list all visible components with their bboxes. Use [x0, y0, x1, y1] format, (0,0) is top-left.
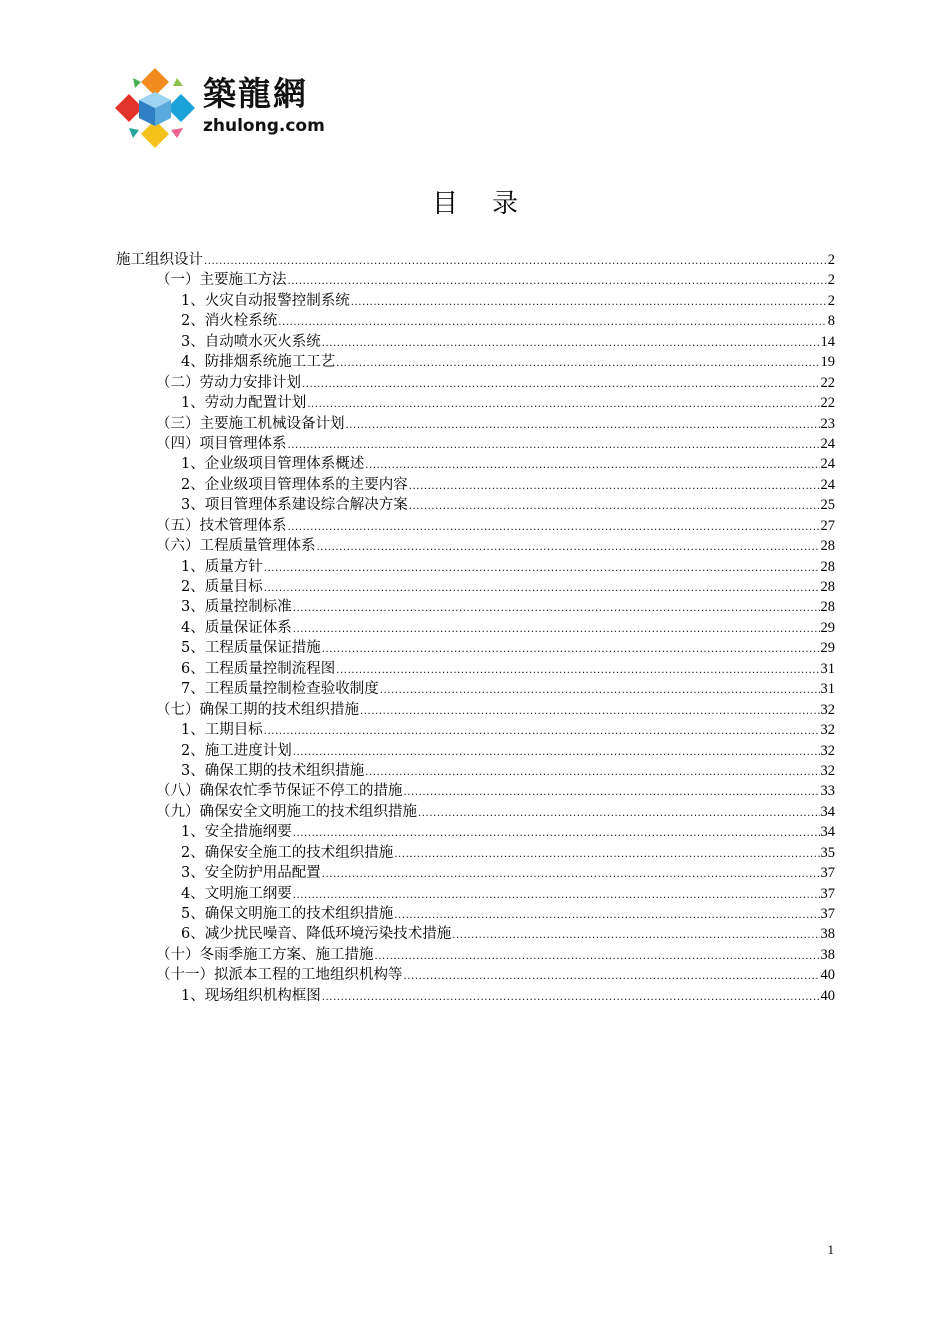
toc-entry-label: 5、工程质量保证措施 — [181, 640, 321, 657]
page-number: 1 — [827, 1242, 834, 1257]
table-of-contents — [116, 250, 835, 1006]
toc-entry-page: 2 — [827, 252, 835, 268]
toc-entry-label: （十一）拟派本工程的工地组织机构等 — [156, 967, 403, 984]
toc-entry-page: 35 — [820, 844, 835, 861]
toc-entry-label: 3、自动喷水灭火系统 — [181, 333, 321, 350]
toc-entry-page: 38 — [820, 946, 835, 963]
toc-entry-page: 37 — [820, 885, 835, 902]
logo-domain: zhulong.com — [203, 116, 325, 136]
toc-entry-label: （六）工程质量管理体系 — [156, 538, 316, 555]
toc-entry-page: 37 — [820, 865, 835, 882]
toc-entry-page: 24 — [820, 456, 835, 473]
toc-entry-page: 23 — [820, 415, 835, 432]
toc-entry[interactable] — [116, 741, 835, 761]
toc-entry-label: 2、施工进度计划 — [181, 742, 292, 759]
toc-entry-page: 24 — [820, 476, 835, 493]
toc-entry-page: 28 — [820, 579, 835, 595]
toc-entry-label: 6、工程质量控制流程图 — [181, 660, 336, 677]
toc-dot-leader — [409, 497, 820, 517]
toc-dot-leader — [394, 906, 819, 926]
toc-entry-page: 2 — [827, 272, 835, 289]
toc-entry-page: 24 — [820, 435, 835, 452]
toc-entry-page: 34 — [820, 824, 835, 841]
toc-entry[interactable] — [116, 414, 835, 434]
toc-entry[interactable] — [116, 434, 835, 454]
toc-dot-leader — [360, 702, 820, 722]
toc-entry[interactable] — [116, 557, 835, 577]
toc-entry[interactable] — [116, 659, 835, 679]
toc-dot-leader — [264, 559, 820, 579]
toc-entry-label: 1、火灾自动报警控制系统 — [181, 292, 350, 309]
toc-dot-leader — [380, 681, 820, 701]
toc-entry-label: 4、文明施工纲要 — [181, 885, 292, 902]
toc-entry-page: 22 — [820, 374, 835, 391]
toc-entry-label: （十）冬雨季施工方案、施工措施 — [156, 946, 374, 963]
toc-entry-page: 31 — [820, 660, 835, 677]
toc-entry[interactable] — [116, 250, 835, 270]
toc-entry-page: 29 — [820, 640, 835, 657]
toc-entry[interactable] — [116, 679, 835, 699]
toc-entry[interactable] — [116, 822, 835, 842]
toc-dot-leader — [288, 272, 827, 292]
toc-dot-leader — [404, 967, 820, 987]
logo-name-cn: 築龍網 — [203, 74, 308, 113]
toc-entry[interactable] — [116, 781, 835, 801]
toc-entry-label: （七）确保工期的技术组织措施 — [156, 701, 359, 718]
toc-dot-leader — [264, 579, 820, 599]
toc-entry-label: （八）确保农忙季节保证不停工的措施 — [156, 783, 403, 800]
toc-entry[interactable] — [116, 945, 835, 965]
toc-entry-page: 40 — [820, 967, 835, 984]
toc-entry-page: 32 — [820, 762, 835, 779]
toc-dot-leader — [293, 743, 820, 763]
toc-entry[interactable] — [116, 291, 835, 311]
toc-entry-page: 32 — [820, 742, 835, 759]
toc-entry-page: 38 — [820, 926, 835, 943]
toc-dot-leader — [452, 926, 819, 946]
toc-entry-label: 1、企业级项目管理体系概述 — [181, 456, 365, 473]
toc-entry[interactable] — [116, 924, 835, 944]
toc-dot-leader — [293, 886, 820, 906]
toc-dot-leader — [322, 865, 820, 885]
toc-dot-leader — [288, 518, 820, 538]
toc-dot-leader — [293, 599, 820, 619]
toc-entry[interactable] — [116, 986, 835, 1006]
toc-entry-page: 19 — [820, 354, 835, 371]
toc-dot-leader — [365, 456, 819, 476]
toc-entry-page: 29 — [820, 619, 835, 636]
toc-entry-page: 32 — [820, 722, 835, 739]
toc-dot-leader — [336, 661, 819, 681]
toc-entry-label: 2、确保安全施工的技术组织措施 — [181, 844, 394, 861]
toc-entry-page: 28 — [820, 538, 835, 555]
toc-entry[interactable] — [116, 720, 835, 740]
toc-entry-page: 34 — [820, 803, 835, 820]
toc-entry[interactable] — [116, 965, 835, 985]
toc-dot-leader — [317, 538, 820, 558]
toc-entry-label: （九）确保安全文明施工的技术组织措施 — [156, 803, 417, 820]
toc-entry[interactable] — [116, 352, 835, 372]
toc-entry-label: 2、质量目标 — [181, 579, 263, 595]
toc-entry-page: 14 — [820, 333, 835, 350]
toc-entry-page: 31 — [820, 681, 835, 698]
toc-dot-leader — [336, 354, 819, 374]
toc-entry[interactable] — [116, 802, 835, 822]
toc-dot-leader — [302, 375, 820, 395]
toc-entry-label: 2、消火栓系统 — [181, 313, 278, 330]
toc-entry-page: 40 — [820, 987, 835, 1004]
toc-entry-label: 7、工程质量控制检查验收制度 — [181, 681, 379, 698]
toc-entry-label: 4、质量保证体系 — [181, 619, 292, 636]
toc-entry-page: 25 — [820, 497, 835, 514]
toc-entry-label: 3、安全防护用品配置 — [181, 865, 321, 882]
zhulong-logo — [113, 66, 328, 150]
toc-entry-label: 1、劳动力配置计划 — [181, 395, 307, 412]
toc-entry-label: 5、确保文明施工的技术组织措施 — [181, 906, 394, 922]
toc-entry-label: （一）主要施工方法 — [156, 272, 287, 289]
toc-entry-label: 2、企业级项目管理体系的主要内容 — [181, 476, 408, 493]
toc-entry-page: 8 — [827, 313, 835, 330]
zhulong-logo-icon — [113, 66, 197, 150]
toc-entry-page: 27 — [820, 517, 835, 534]
toc-dot-leader — [293, 824, 820, 844]
toc-dot-leader — [346, 416, 820, 436]
toc-entry-label: 1、工期目标 — [181, 722, 263, 739]
toc-entry[interactable] — [116, 516, 835, 536]
toc-dot-leader — [264, 722, 820, 742]
toc-entry-label: 3、项目管理体系建设综合解决方案 — [181, 497, 408, 514]
toc-entry-label: 3、质量控制标准 — [181, 599, 292, 616]
toc-dot-leader — [351, 293, 827, 313]
toc-entry[interactable] — [116, 311, 835, 331]
toc-entry-label: （二）劳动力安排计划 — [156, 374, 301, 391]
toc-entry[interactable] — [116, 904, 835, 924]
toc-entry-page: 2 — [827, 292, 835, 309]
page-title: 目录 — [431, 189, 552, 219]
toc-entry[interactable] — [116, 475, 835, 495]
toc-entry[interactable] — [116, 884, 835, 904]
toc-entry[interactable] — [116, 618, 835, 638]
toc-dot-leader — [404, 783, 820, 803]
toc-entry-label: 施工组织设计 — [116, 252, 203, 268]
toc-entry-label: 4、防排烟系统施工工艺 — [181, 354, 336, 371]
toc-dot-leader — [375, 947, 820, 967]
toc-entry-label: 1、安全措施纲要 — [181, 824, 292, 841]
toc-dot-leader — [278, 313, 827, 333]
toc-entry[interactable] — [116, 536, 835, 556]
toc-entry-page: 33 — [820, 783, 835, 800]
toc-entry[interactable] — [116, 270, 835, 290]
toc-dot-leader — [394, 845, 819, 865]
toc-entry-label: 1、现场组织机构框图 — [181, 987, 321, 1004]
toc-entry[interactable] — [116, 454, 835, 474]
toc-entry-page: 28 — [820, 558, 835, 575]
toc-entry[interactable] — [116, 843, 835, 863]
toc-entry-page: 37 — [820, 906, 835, 922]
toc-entry-page: 22 — [820, 395, 835, 412]
toc-entry[interactable] — [116, 761, 835, 781]
toc-dot-leader — [322, 334, 820, 354]
toc-entry-label: （五）技术管理体系 — [156, 517, 287, 534]
toc-entry[interactable] — [116, 638, 835, 658]
toc-entry[interactable] — [116, 495, 835, 515]
toc-dot-leader — [365, 763, 819, 783]
toc-entry-page: 32 — [820, 701, 835, 718]
toc-entry[interactable] — [116, 393, 835, 413]
toc-dot-leader — [409, 477, 820, 497]
toc-entry[interactable] — [116, 373, 835, 393]
toc-entry-label: （四）项目管理体系 — [156, 435, 287, 452]
toc-entry-label: 1、质量方针 — [181, 558, 263, 575]
toc-entry[interactable] — [116, 597, 835, 617]
toc-dot-leader — [288, 436, 820, 456]
toc-entry-page: 28 — [820, 599, 835, 616]
toc-entry[interactable] — [116, 863, 835, 883]
toc-dot-leader — [322, 988, 820, 1008]
toc-dot-leader — [418, 804, 820, 824]
toc-entry-label: 6、减少扰民噪音、降低环境污染技术措施 — [181, 926, 452, 943]
toc-dot-leader — [204, 252, 827, 272]
toc-entry[interactable] — [116, 700, 835, 720]
toc-entry[interactable] — [116, 577, 835, 597]
toc-dot-leader — [293, 620, 820, 640]
toc-entry-label: 3、确保工期的技术组织措施 — [181, 762, 365, 779]
toc-entry[interactable] — [116, 332, 835, 352]
toc-dot-leader — [307, 395, 819, 415]
toc-entry-label: （三）主要施工机械设备计划 — [156, 415, 345, 432]
toc-dot-leader — [322, 640, 820, 660]
